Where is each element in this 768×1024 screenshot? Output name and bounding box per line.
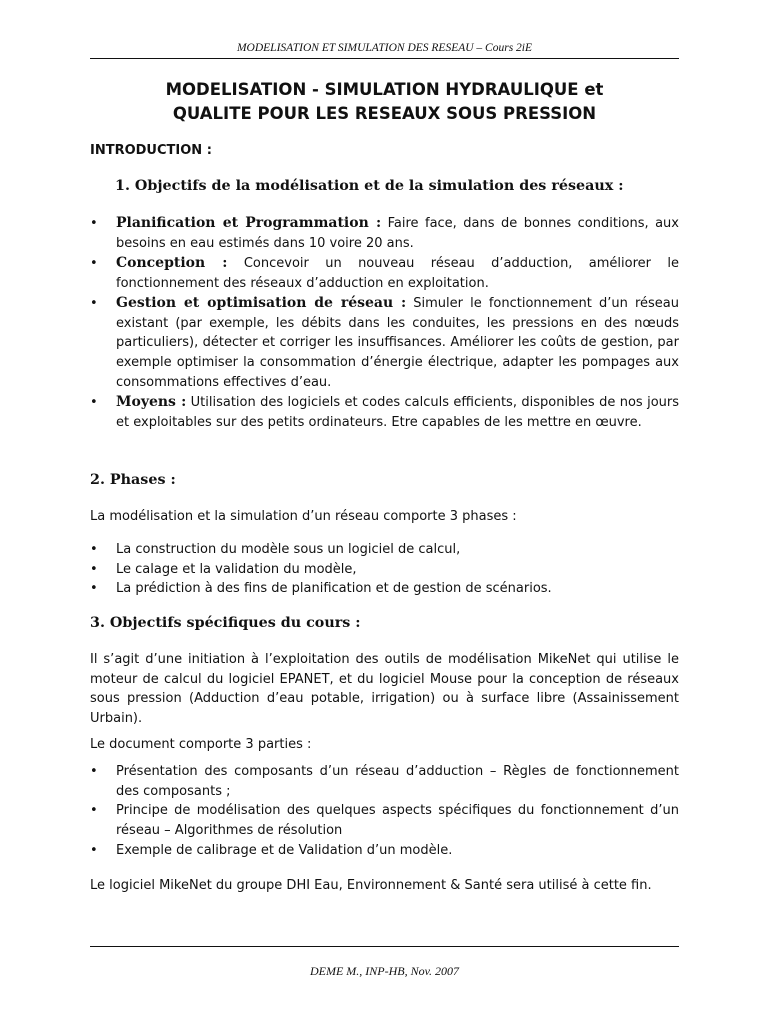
list-item-term: Planification et Programmation : <box>116 215 382 231</box>
section-1-heading: 1. Objectifs de la modélisation et de la simulation des réseaux : <box>115 178 624 194</box>
header-rule <box>90 58 679 59</box>
list-item-term: Conception : <box>116 254 228 271</box>
list-item-text: Simuler le fonctionnement d’un réseau existant (par exemple, les débits dans les conduites, les pressions en des nœuds particuliers), détecter et corriger les insuffisances. Améliorer les coûts de gestion, par exemple optimiser la consommation d’énergie électrique, adapter les pompages aux consommations effectives d’eau. <box>116 295 679 390</box>
list-item: • La construction du modèle sous un logiciel de calcul, <box>90 540 679 560</box>
list-item: • Principe de modélisation des quelques aspects spécifiques du fonctionnement d’un réseau – Algorithmes de résolution <box>90 801 679 840</box>
list-item-term: Moyens : <box>116 393 187 410</box>
section-2-intro: La modélisation et la simulation d’un réseau comporte 3 phases : <box>90 509 517 524</box>
section-3-heading: 3. Objectifs spécifiques du cours : <box>90 615 361 631</box>
list-item: • Le calage et la validation du modèle, <box>90 560 679 580</box>
parts-list <box>90 762 679 861</box>
list-item <box>90 393 679 432</box>
list-item: • Exemple de calibrage et de Validation d’un modèle. <box>90 841 679 861</box>
list-item <box>90 254 679 293</box>
section-3-paragraph-2: Le document comporte 3 parties : <box>90 737 312 752</box>
phases-list-container <box>90 540 679 599</box>
title-line-1: MODELISATION - SIMULATION HYDRAULIQUE et <box>165 80 604 99</box>
list-item-term: Gestion et optimisation de réseau : <box>116 294 407 311</box>
section-2-heading: 2. Phases : <box>90 472 176 488</box>
running-header: MODELISATION ET SIMULATION DES RESEAU – Cours 2iE <box>236 42 533 54</box>
list-item-text: Faire face, dans de bonnes conditions, aux besoins en eau estimés dans 10 voire 20 ans. <box>116 216 679 251</box>
list-item: • Présentation des composants d’un réseau d’adduction – Règles de fonctionnement des composants ; <box>90 762 679 801</box>
section-3-paragraph-3: Le logiciel MikeNet du groupe DHI Eau, Environnement & Santé sera utilisé à cette fin. <box>90 878 652 893</box>
footer-rule <box>90 946 679 947</box>
list-item <box>90 294 679 393</box>
introduction-label: INTRODUCTION : <box>90 143 212 158</box>
parts-list-container <box>90 762 679 861</box>
list-item <box>90 214 679 253</box>
list-item-text: Concevoir un nouveau réseau d’adduction, améliorer le fonctionnement des réseaux d’adduction en exploitation. <box>116 255 679 291</box>
running-footer: DEME M., INP-HB, Nov. 2007 <box>309 964 460 978</box>
document-title <box>90 78 679 126</box>
phases-list <box>90 540 679 599</box>
objectives-list <box>90 214 679 432</box>
title-line-2: QUALITE POUR LES RESEAUX SOUS PRESSION <box>172 104 597 123</box>
list-item-text: Utilisation des logiciels et codes calculs efficients, disponibles de nos jours et exploitables sur des petits ordinateurs. Etre capables de les mettre en œuvre. <box>116 394 680 430</box>
list-item: • La prédiction à des fins de planification et de gestion de scénarios. <box>90 579 679 599</box>
section-3-paragraph-1: Il s’agit d’une initiation à l’exploitation des outils de modélisation MikeNet qui utilise le moteur de calcul du logiciel EPANET, et du logiciel Mouse pour la conception de réseaux sous pression (Adduction d’eau potable, irrigation) ou à surface libre (Assainissement Urbain). <box>90 652 679 727</box>
objectives-list-container <box>90 214 679 433</box>
